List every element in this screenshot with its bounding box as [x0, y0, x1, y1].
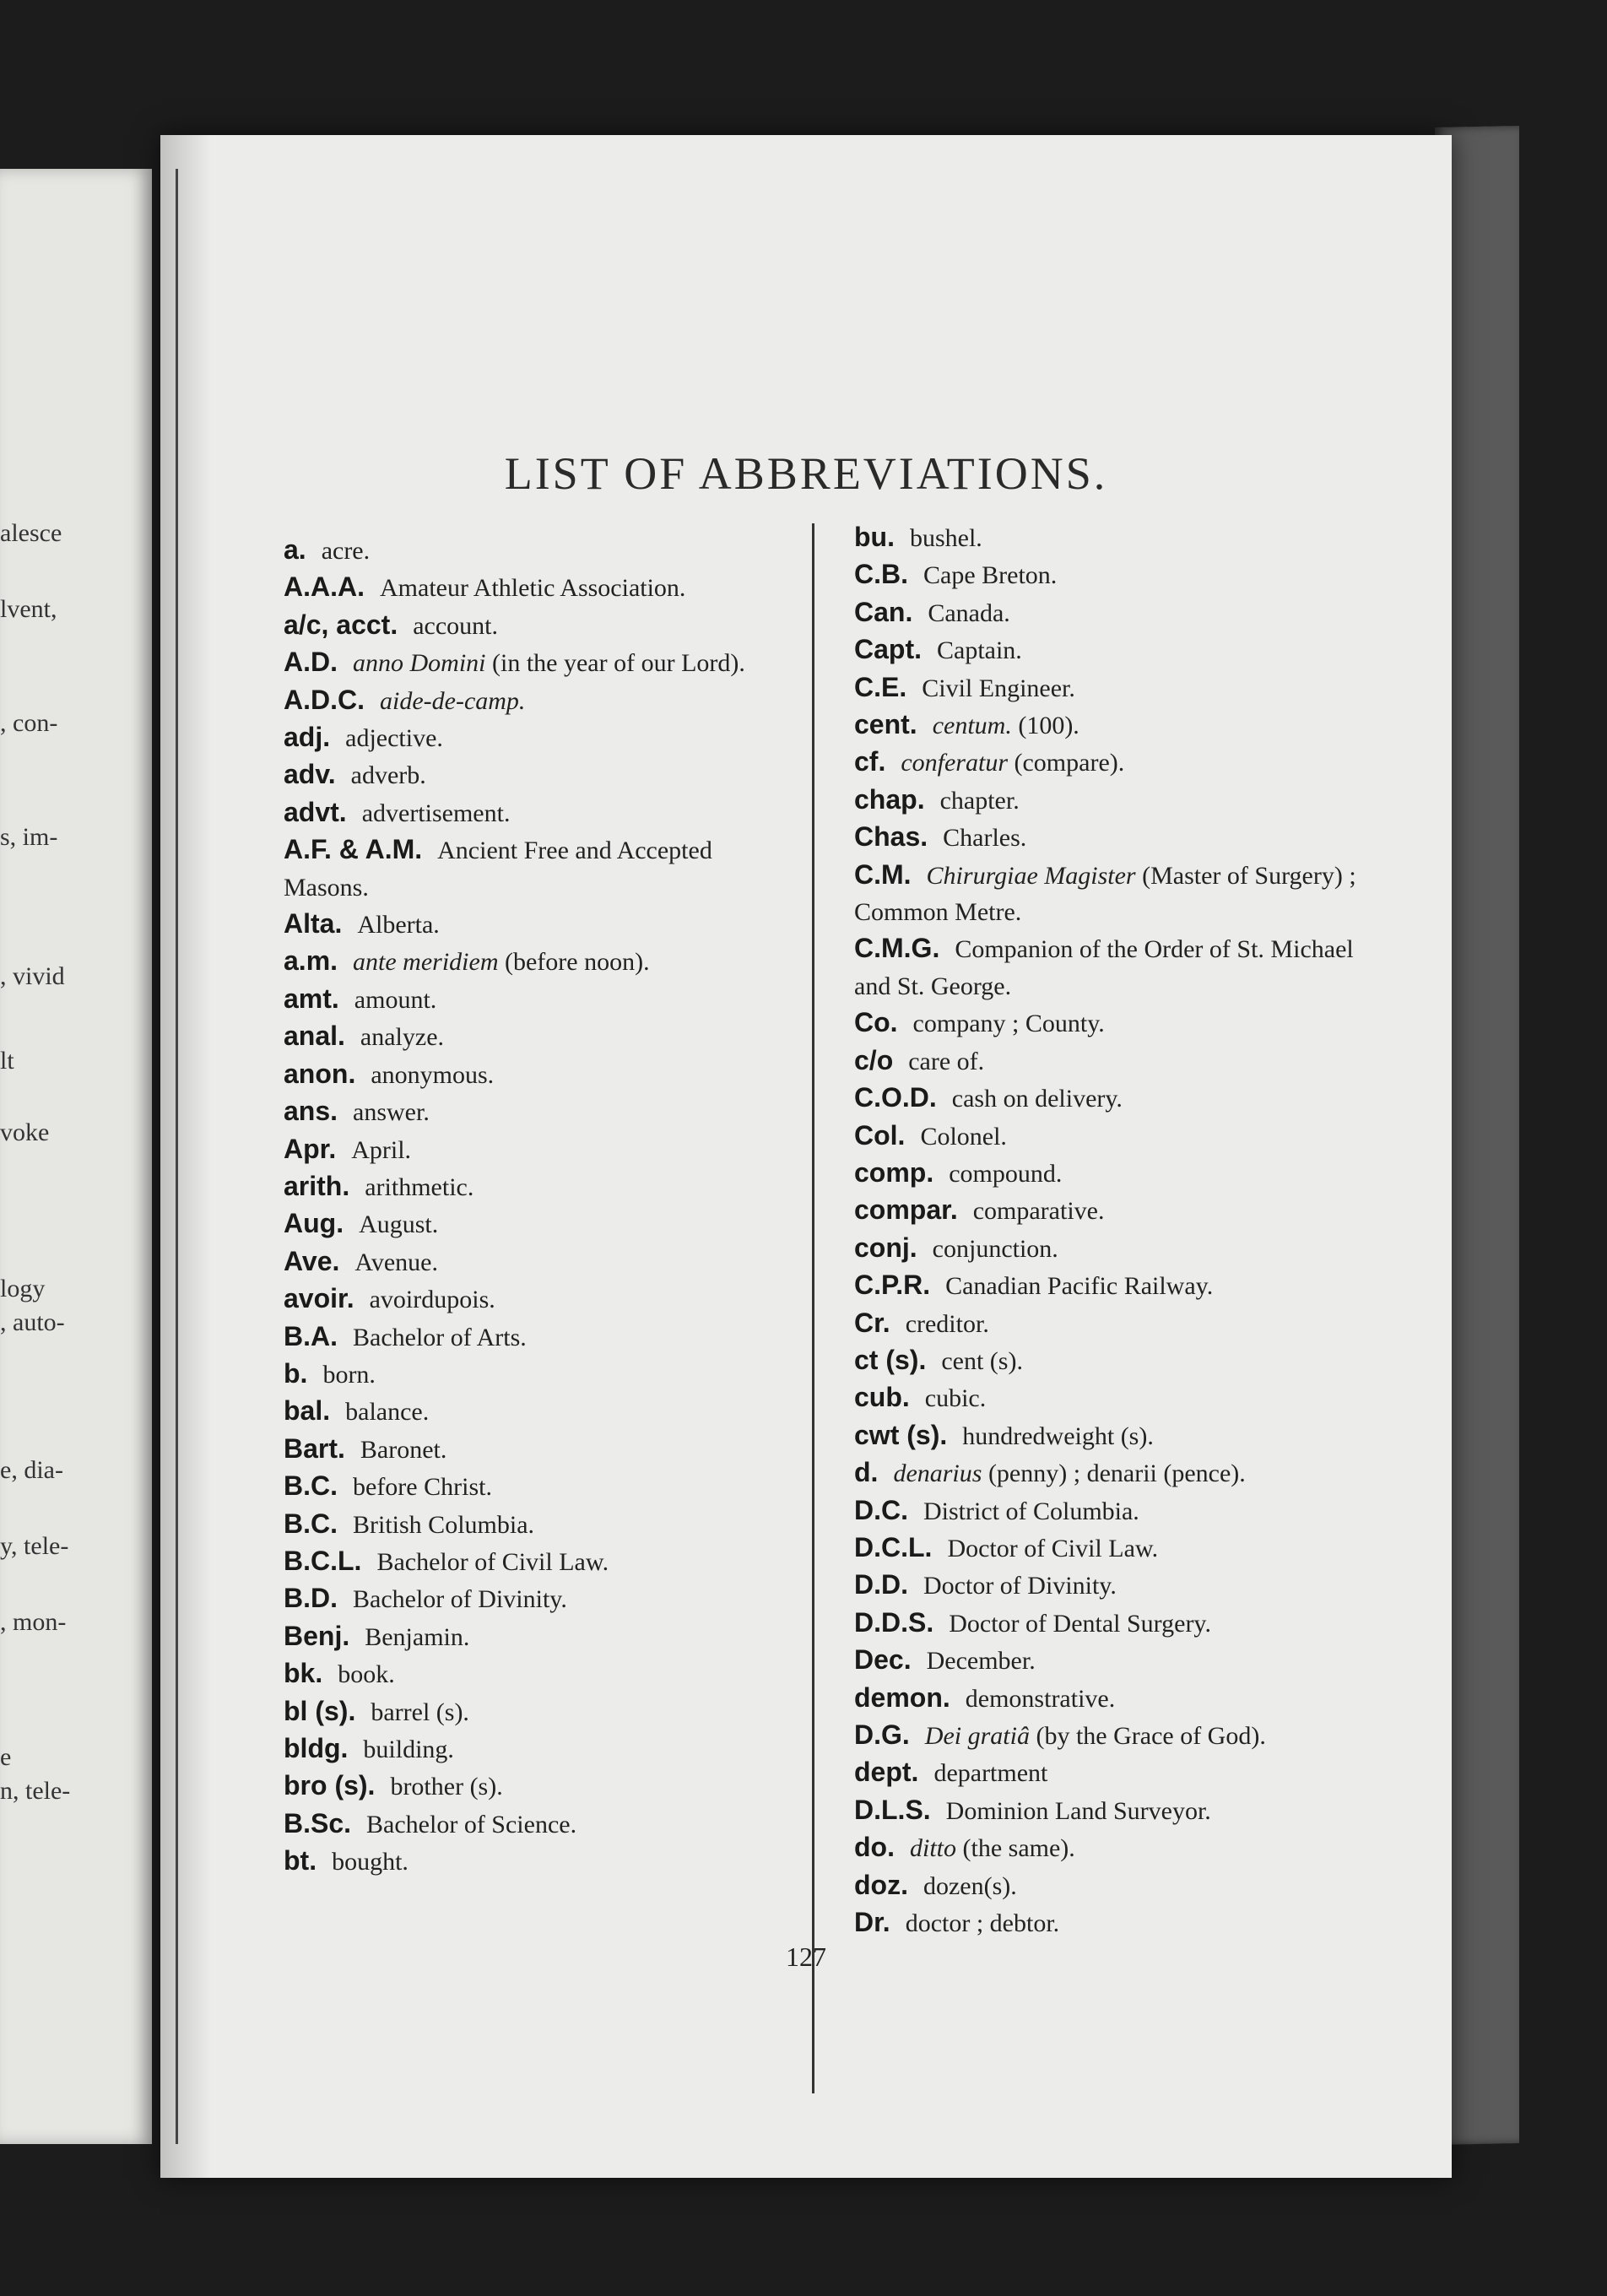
abbreviation-entry — [284, 1393, 782, 1430]
facing-page-text-fragment: e, dia- — [0, 1456, 63, 1484]
abbreviation-entry — [854, 1642, 1361, 1679]
abbreviation-term: anon. — [284, 1058, 356, 1089]
abbreviation-term: advt. — [284, 796, 347, 827]
abbreviation-definition: Baronet. — [360, 1435, 447, 1464]
abbreviation-definition: (penny) ; denarii (pence). — [987, 1459, 1246, 1488]
abbreviation-definition: anonymous. — [371, 1060, 495, 1089]
abbreviation-term: Alta. — [284, 908, 343, 940]
abbreviation-term: Col. — [854, 1119, 906, 1151]
abbreviation-term: do. — [854, 1832, 895, 1863]
abbreviation-entry — [284, 1693, 782, 1730]
abbreviation-entry — [854, 631, 1361, 669]
abbreviation-definition: comparative. — [972, 1197, 1105, 1226]
abbreviation-term: A.A.A. — [284, 571, 365, 603]
abbreviation-term: arith. — [284, 1170, 350, 1201]
facing-page-text-fragment: lvent, — [0, 595, 57, 623]
abbreviation-entry — [854, 1680, 1361, 1717]
abbreviation-entry — [854, 1267, 1361, 1304]
abbreviation-entry — [284, 1056, 782, 1093]
abbreviation-term: D.G. — [854, 1719, 910, 1750]
abbreviation-latin: anno Domini — [353, 649, 486, 678]
abbreviation-entry — [854, 819, 1361, 856]
abbreviation-definition: department — [933, 1759, 1048, 1788]
abbreviation-term: B.C.L. — [284, 1545, 362, 1576]
abbreviation-term: Chas. — [854, 821, 928, 853]
abbreviation-definition: avoirdupois. — [369, 1286, 495, 1314]
abbreviation-definition: December. — [926, 1647, 1036, 1676]
abbreviation-term: Aug. — [284, 1208, 344, 1239]
abbreviation-entry — [284, 1618, 782, 1655]
abbreviation-definition: conjunction. — [932, 1234, 1058, 1263]
abbreviation-entry — [854, 1342, 1361, 1379]
abbreviation-entry — [284, 1243, 782, 1281]
facing-page-text-fragment: voke — [0, 1118, 50, 1146]
abbreviation-latin: Dei gratiâ — [924, 1722, 1030, 1750]
abbreviation-term: C.M.G. — [854, 933, 940, 964]
abbreviation-term: B.C. — [284, 1508, 338, 1539]
abbreviation-definition: Canadian Pacific Railway. — [945, 1272, 1214, 1301]
abbreviation-term: B.D. — [284, 1583, 338, 1614]
abbreviation-entry — [854, 594, 1361, 631]
abbreviation-definition: Doctor of Divinity. — [923, 1572, 1117, 1600]
abbreviation-definition: advertisement. — [361, 799, 511, 827]
abbreviation-definition: book. — [338, 1660, 395, 1689]
abbreviation-term: B.C. — [284, 1470, 338, 1502]
abbreviation-term: C.M. — [854, 858, 912, 890]
abbreviation-entry — [854, 1530, 1361, 1567]
abbreviation-column-left — [284, 532, 782, 1881]
abbreviation-definition: Benjamin. — [365, 1622, 470, 1651]
abbreviation-term: A.D. — [284, 647, 338, 678]
abbreviation-definition: (100). — [1018, 712, 1079, 740]
abbreviation-term: amt. — [284, 983, 339, 1014]
abbreviation-definition: before Christ. — [353, 1473, 492, 1502]
abbreviation-term: adj. — [284, 722, 331, 753]
facing-page-text-fragment: alesce — [0, 519, 62, 547]
abbreviation-entry — [854, 1155, 1361, 1192]
abbreviation-term: Ave. — [284, 1245, 340, 1276]
abbreviation-entry — [854, 857, 1361, 931]
abbreviation-term: d. — [854, 1457, 879, 1488]
abbreviation-entry — [854, 1080, 1361, 1117]
abbreviation-entry — [284, 1205, 782, 1243]
abbreviation-term: D.C. — [854, 1494, 908, 1525]
abbreviation-definition: Civil Engineer. — [922, 674, 1075, 702]
abbreviation-entry — [854, 556, 1361, 593]
abbreviation-definition: brother (s). — [390, 1773, 503, 1801]
abbreviation-definition: cubic. — [924, 1384, 987, 1413]
abbreviation-latin: centum. — [932, 712, 1012, 740]
abbreviation-entry — [854, 1417, 1361, 1454]
abbreviation-entry — [284, 1580, 782, 1617]
abbreviation-term: a/c, acct. — [284, 609, 398, 640]
abbreviation-definition: creditor. — [905, 1309, 989, 1338]
abbreviation-term: bl (s). — [284, 1695, 356, 1726]
abbreviation-entry — [284, 569, 782, 606]
abbreviation-term: Bart. — [284, 1432, 345, 1464]
facing-page-text-fragment: , vivid — [0, 962, 65, 990]
abbreviation-entry — [854, 744, 1361, 781]
abbreviation-term: D.D. — [854, 1569, 908, 1600]
abbreviation-latin: ante meridiem — [353, 948, 499, 977]
abbreviation-entry — [854, 1192, 1361, 1229]
facing-page-text-fragment: lt — [0, 1047, 14, 1075]
abbreviation-entry — [284, 1131, 782, 1168]
abbreviation-term: doz. — [854, 1869, 908, 1900]
abbreviation-term: Cr. — [854, 1307, 890, 1338]
abbreviation-term: conj. — [854, 1232, 917, 1263]
abbreviation-term: C.E. — [854, 671, 907, 702]
abbreviation-term: Dr. — [854, 1907, 890, 1938]
abbreviation-term: a.m. — [284, 945, 338, 977]
abbreviation-definition: Colonel. — [920, 1122, 1007, 1151]
facing-page — [0, 169, 152, 2144]
page-title: LIST OF ABBREVIATIONS. — [504, 448, 1108, 499]
abbreviation-term: C.O.D. — [854, 1082, 937, 1113]
abbreviation-term: Co. — [854, 1007, 898, 1038]
abbreviation-entry — [284, 1655, 782, 1692]
abbreviation-entry — [284, 644, 782, 681]
abbreviation-entry — [284, 943, 782, 980]
abbreviation-term: Apr. — [284, 1133, 337, 1164]
abbreviation-definition: Bachelor of Science. — [366, 1810, 577, 1838]
abbreviation-definition: (Master of Surgery) ; Common Metre. — [854, 861, 1356, 927]
abbreviation-definition: account. — [413, 611, 498, 640]
facing-page-text-fragment: logy — [0, 1275, 46, 1302]
abbreviation-entry — [284, 794, 782, 831]
abbreviation-term: avoir. — [284, 1283, 354, 1314]
abbreviation-definition: answer. — [353, 1098, 430, 1127]
abbreviation-definition: amount. — [354, 985, 437, 1014]
facing-page-text-fragment: , mon- — [0, 1608, 67, 1636]
abbreviation-term: cent. — [854, 709, 917, 740]
abbreviation-entry — [284, 1431, 782, 1468]
abbreviation-term: D.D.S. — [854, 1606, 934, 1638]
facing-page-text-fragment: n, tele- — [0, 1777, 71, 1805]
abbreviation-entry — [854, 1305, 1361, 1342]
abbreviation-entry — [854, 1867, 1361, 1904]
abbreviation-term: D.C.L. — [854, 1531, 933, 1562]
abbreviation-entry — [284, 1319, 782, 1356]
abbreviation-entry — [284, 1018, 782, 1055]
abbreviation-definition: demonstrative. — [965, 1684, 1116, 1713]
abbreviation-entry — [854, 782, 1361, 819]
abbreviation-term: bu. — [854, 522, 895, 552]
abbreviation-entry — [284, 532, 782, 569]
abbreviation-definition: Bachelor of Divinity. — [353, 1585, 567, 1614]
abbreviation-definition: company ; County. — [912, 1010, 1105, 1038]
abbreviation-definition: April. — [351, 1135, 412, 1164]
abbreviation-entry — [854, 519, 1361, 556]
abbreviation-entry — [284, 981, 782, 1018]
abbreviation-term: anal. — [284, 1021, 345, 1052]
abbreviation-entry — [854, 1379, 1361, 1416]
abbreviation-entry — [854, 1042, 1361, 1080]
abbreviation-entry — [284, 607, 782, 644]
abbreviation-term: Dec. — [854, 1644, 912, 1676]
abbreviation-definition: Canada. — [928, 598, 1010, 627]
abbreviation-term: a. — [284, 534, 306, 565]
abbreviation-definition: analyze. — [360, 1023, 445, 1052]
abbreviation-term: b. — [284, 1357, 308, 1389]
abbreviation-entry — [854, 1492, 1361, 1530]
abbreviation-latin: conferatur — [901, 749, 1008, 777]
abbreviation-definition: arithmetic. — [365, 1172, 474, 1201]
abbreviation-entry — [284, 1806, 782, 1843]
abbreviation-definition: Doctor of Civil Law. — [947, 1534, 1159, 1562]
abbreviation-entry — [854, 1004, 1361, 1042]
abbreviation-term: bt. — [284, 1845, 317, 1876]
abbreviation-definition: hundredweight (s). — [962, 1421, 1154, 1450]
abbreviation-term: compar. — [854, 1194, 958, 1226]
abbreviation-definition: (before noon). — [505, 948, 650, 977]
abbreviation-definition: balance. — [345, 1398, 430, 1427]
abbreviation-definition: Bachelor of Civil Law. — [376, 1547, 609, 1576]
abbreviation-definition: cash on delivery. — [951, 1085, 1123, 1113]
abbreviation-definition: adjective. — [345, 724, 443, 753]
abbreviation-term: cf. — [854, 746, 886, 777]
abbreviation-term: D.L.S. — [854, 1794, 931, 1825]
abbreviation-definition: Alberta. — [357, 911, 440, 940]
abbreviation-term: bal. — [284, 1395, 331, 1427]
facing-page-text-fragment: e — [0, 1743, 12, 1771]
abbreviation-definition: acre. — [321, 537, 371, 565]
abbreviation-definition: August. — [359, 1210, 439, 1239]
abbreviation-term: demon. — [854, 1681, 950, 1713]
abbreviation-term: adv. — [284, 759, 336, 790]
abbreviation-entry — [854, 1792, 1361, 1829]
abbreviation-term: ct (s). — [854, 1344, 927, 1375]
abbreviation-definition: Dominion Land Surveyor. — [945, 1796, 1211, 1825]
abbreviation-entry — [284, 1168, 782, 1205]
abbreviation-entry — [284, 756, 782, 793]
abbreviation-term: A.F. & A.M. — [284, 834, 423, 865]
abbreviation-term: Capt. — [854, 634, 922, 665]
abbreviation-term: bldg. — [284, 1733, 349, 1763]
abbreviation-term: bro (s). — [284, 1770, 376, 1801]
abbreviation-definition: Avenue. — [354, 1248, 438, 1276]
abbreviation-definition: Companion of the Order of St. Michael and St. George. — [854, 935, 1354, 1000]
abbreviation-column-right — [854, 519, 1361, 1941]
abbreviation-entry — [284, 1843, 782, 1880]
abbreviation-entry — [854, 1118, 1361, 1155]
abbreviation-entry — [854, 1230, 1361, 1267]
abbreviation-definition: born. — [322, 1360, 376, 1389]
abbreviation-term: B.Sc. — [284, 1807, 352, 1838]
abbreviation-term: bk. — [284, 1658, 323, 1689]
abbreviation-entry — [284, 719, 782, 756]
facing-page-text-fragment: y, tele- — [0, 1532, 69, 1560]
abbreviation-definition: British Columbia. — [353, 1510, 535, 1539]
facing-page-text-fragment: s, im- — [0, 823, 58, 851]
facing-page-text-fragment: , con- — [0, 709, 58, 737]
book-page — [160, 135, 1452, 2178]
abbreviation-definition: compound. — [949, 1159, 1063, 1188]
abbreviation-entry — [854, 930, 1361, 1004]
abbreviation-definition: Captain. — [937, 636, 1022, 665]
abbreviation-definition: barrel (s). — [371, 1698, 469, 1726]
facing-page-text-fragment: , auto- — [0, 1308, 65, 1336]
abbreviation-definition: Charles. — [943, 824, 1027, 853]
abbreviation-latin: denarius — [893, 1459, 982, 1488]
column-divider — [812, 523, 814, 2093]
abbreviation-entry — [284, 682, 782, 719]
abbreviation-definition: chapter. — [939, 786, 1020, 815]
abbreviation-entry — [854, 707, 1361, 744]
abbreviation-definition: Ancient Free and Accepted Masons. — [284, 837, 712, 902]
abbreviation-entry — [284, 1468, 782, 1505]
abbreviation-entry — [284, 906, 782, 943]
abbreviation-definition: (by the Grace of God). — [1036, 1722, 1266, 1750]
abbreviation-definition: Bachelor of Arts. — [353, 1323, 527, 1351]
abbreviation-term: ans. — [284, 1096, 338, 1127]
abbreviation-definition: Doctor of Dental Surgery. — [949, 1609, 1211, 1638]
abbreviation-entry — [284, 1093, 782, 1130]
abbreviation-definition: cent (s). — [941, 1346, 1023, 1375]
abbreviation-definition: bushel. — [909, 524, 982, 552]
abbreviation-term: Benj. — [284, 1620, 350, 1651]
abbreviation-entry — [854, 1904, 1361, 1941]
abbreviation-term: c/o — [854, 1044, 894, 1075]
abbreviation-entry — [854, 1567, 1361, 1604]
abbreviation-entry — [854, 669, 1361, 707]
abbreviation-term: comp. — [854, 1156, 934, 1188]
abbreviation-definition: (the same). — [962, 1834, 1075, 1863]
abbreviation-term: dept. — [854, 1757, 919, 1788]
abbreviation-definition: dozen(s). — [923, 1871, 1017, 1900]
abbreviation-definition: (in the year of our Lord). — [492, 649, 745, 678]
abbreviation-entry — [284, 1506, 782, 1543]
abbreviation-term: cwt (s). — [854, 1419, 948, 1450]
abbreviation-definition: building. — [363, 1736, 454, 1763]
abbreviation-definition: bought. — [332, 1848, 409, 1876]
abbreviation-term: cub. — [854, 1382, 910, 1413]
abbreviation-definition: care of. — [908, 1047, 985, 1075]
abbreviation-term: chap. — [854, 783, 925, 815]
abbreviation-entry — [854, 1754, 1361, 1791]
abbreviation-entry — [854, 1605, 1361, 1642]
abbreviation-entry — [284, 1356, 782, 1393]
abbreviation-definition: doctor ; debtor. — [905, 1909, 1060, 1938]
abbreviation-definition: Amateur Athletic Association. — [380, 574, 686, 603]
abbreviation-definition: adverb. — [350, 761, 426, 790]
page-number: 127 — [786, 1941, 826, 1972]
abbreviation-entry — [854, 1454, 1361, 1492]
abbreviation-definition: Cape Breton. — [923, 561, 1058, 590]
abbreviation-entry — [854, 1717, 1361, 1754]
abbreviation-term: C.B. — [854, 559, 908, 590]
abbreviation-entry — [284, 831, 782, 906]
abbreviation-definition: (compare). — [1014, 749, 1125, 777]
abbreviation-entry — [284, 1543, 782, 1580]
abbreviation-entry — [284, 1730, 782, 1768]
abbreviation-latin: Chirurgiae Magister — [926, 861, 1136, 890]
abbreviation-term: A.D.C. — [284, 684, 365, 715]
abbreviation-term: B.A. — [284, 1320, 338, 1351]
abbreviation-entry — [284, 1281, 782, 1318]
abbreviation-latin: ditto — [909, 1834, 956, 1863]
abbreviation-entry — [854, 1829, 1361, 1866]
abbreviation-term: Can. — [854, 596, 913, 627]
abbreviation-entry — [284, 1768, 782, 1805]
abbreviation-definition: District of Columbia. — [923, 1497, 1139, 1525]
abbreviation-term: C.P.R. — [854, 1270, 931, 1301]
abbreviation-latin: aide-de-camp. — [380, 686, 526, 715]
